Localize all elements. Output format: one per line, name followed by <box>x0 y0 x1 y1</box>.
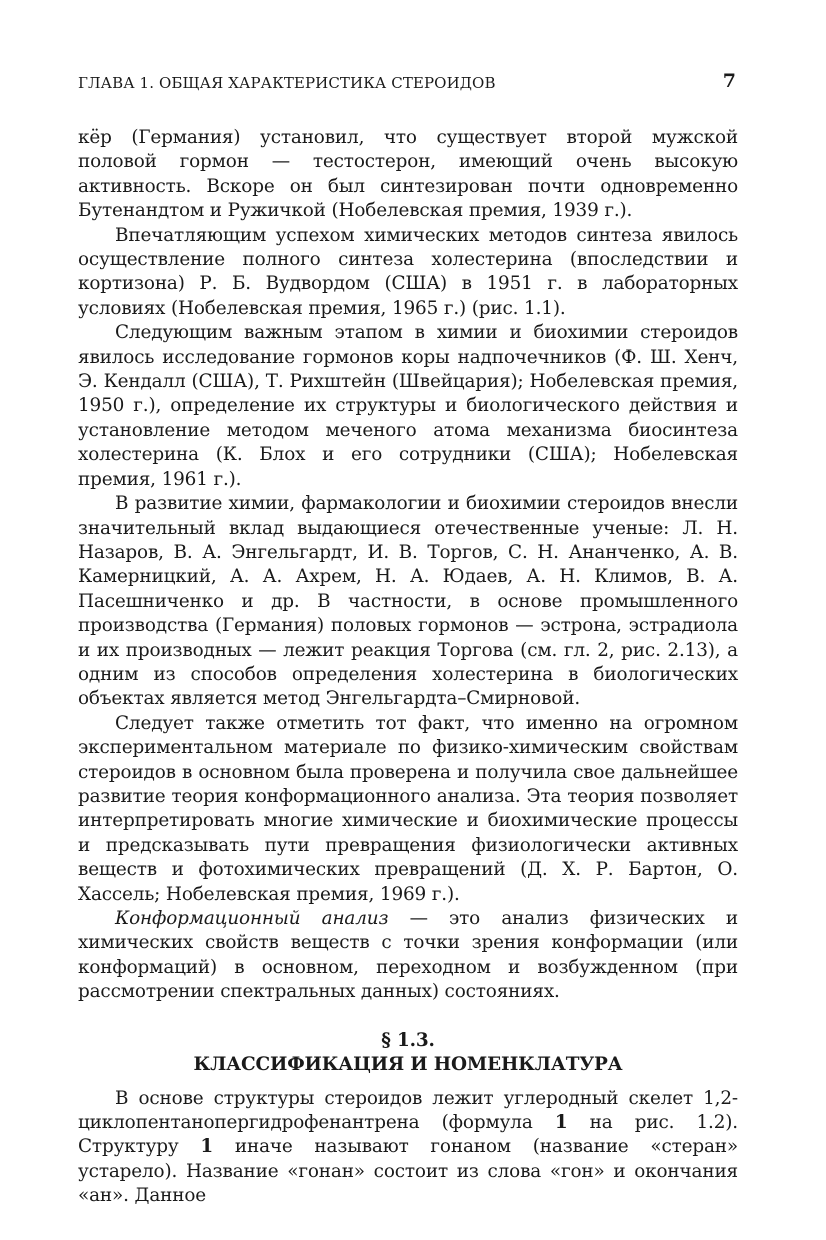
page-number: 7 <box>722 70 736 92</box>
section-heading <box>78 1029 738 1077</box>
text-fragment: на рис. 1.2). Структуру <box>78 1112 738 1158</box>
paragraph-domestic-scientists: В развитие химии, фармакологии и биохимии стероидов внесли значительный вклад выдающиеся отечественные ученые: Л. Н. Назаров, В. А. Энгельгардт, И. В. Торгов, С. Н. Ананченко, А. В. Камерницкий, А. А. Ахрем, Н. А. Юдаев, А. Н. Климов, В. А. Пасешниченко и др. В частности, в основе промышленного производства (Германия) половых гормонов — эстрона, эстрадиола и их производных — лежит реакция Торгова (см. гл. 2, рис. 2.13), а одним из способов определения холестерина в биологических объектах является метод Энгельгардта–Смирновой. <box>78 493 738 710</box>
definition-term: Конформационный анализ <box>115 908 389 929</box>
formula-number: 1 <box>554 1112 568 1134</box>
paragraph-conformational-theory: Следует также отметить тот факт, что именно на огромном экспериментальном материале по физико-химическим свойствам стероидов в основном была проверена и получила свое дальнейшее развитие теория конформационного анализа. Эта теория позволяет интерпретировать многие химические и биохимические процессы и предсказывать пути превращения физиологически активных веществ и фотохимических превращений (Д. Х. Р. Бартон, О. Хассель; Нобелевская премия, 1969 г.). <box>78 712 738 905</box>
text-fragment: иначе называют гонаном (название «стеран» устарело). Название «гонан» состоит из слова «гон» и окончания «ан». Данное <box>78 1136 738 1207</box>
formula-number: 1 <box>200 1136 214 1158</box>
paragraph-adrenal-hormones: Следующим важным этапом в химии и биохимии стероидов явилось исследование гормонов коры надпочечников (Ф. Ш. Хенч, Э. Кендалл (США), Т. Рихштейн (Швейцария); Нобелевская премия, 1950 г.), определение их структуры и биологического действия и установление методом меченого атома механизма биосинтеза холестерина (К. Блох и его сотрудники (США); Нобелевская премия, 1961 г.). <box>78 322 738 490</box>
paragraph-continuation: кёр (Германия) установил, что существует второй мужской половой гормон — тестостерон, имеющий очень высокую активность. Вскоре он был синтезирован почти одновременно Бутенандтом и Ружичкой (Нобелевская премия, 1939 г.). <box>78 127 738 222</box>
definition-text: — это анализ физических и химических свойств веществ с точки зрения конформации (или конформаций) в основном, переходном и возбужденном (при рассмотрении спектральных данных) состояниях. <box>78 908 738 1003</box>
body-text <box>78 126 738 1209</box>
section-title: КЛАССИФИКАЦИЯ И НОМЕНКЛАТУРА <box>193 1053 623 1075</box>
paragraph-classification <box>78 1087 738 1209</box>
paragraph-total-synthesis: Впечатляющим успехом химических методов синтеза явилось осуществление полного синтеза холестерина (впоследствии и кортизона) Р. Б. Вудвордом (США) в 1951 г. в лабораторных условиях (Нобелевская премия, 1965 г.) (рис. 1.1). <box>78 224 738 319</box>
running-header-title: ГЛАВА 1. ОБЩАЯ ХАРАКТЕРИСТИКА СТЕРОИДОВ <box>78 74 496 92</box>
paragraph-definition <box>78 907 738 1005</box>
section-number: § 1.3. <box>381 1029 435 1051</box>
text-fragment: В основе структуры стероидов лежит углеродный скелет 1,2-циклопентанопергидрофенантрена (формула <box>78 1087 738 1134</box>
